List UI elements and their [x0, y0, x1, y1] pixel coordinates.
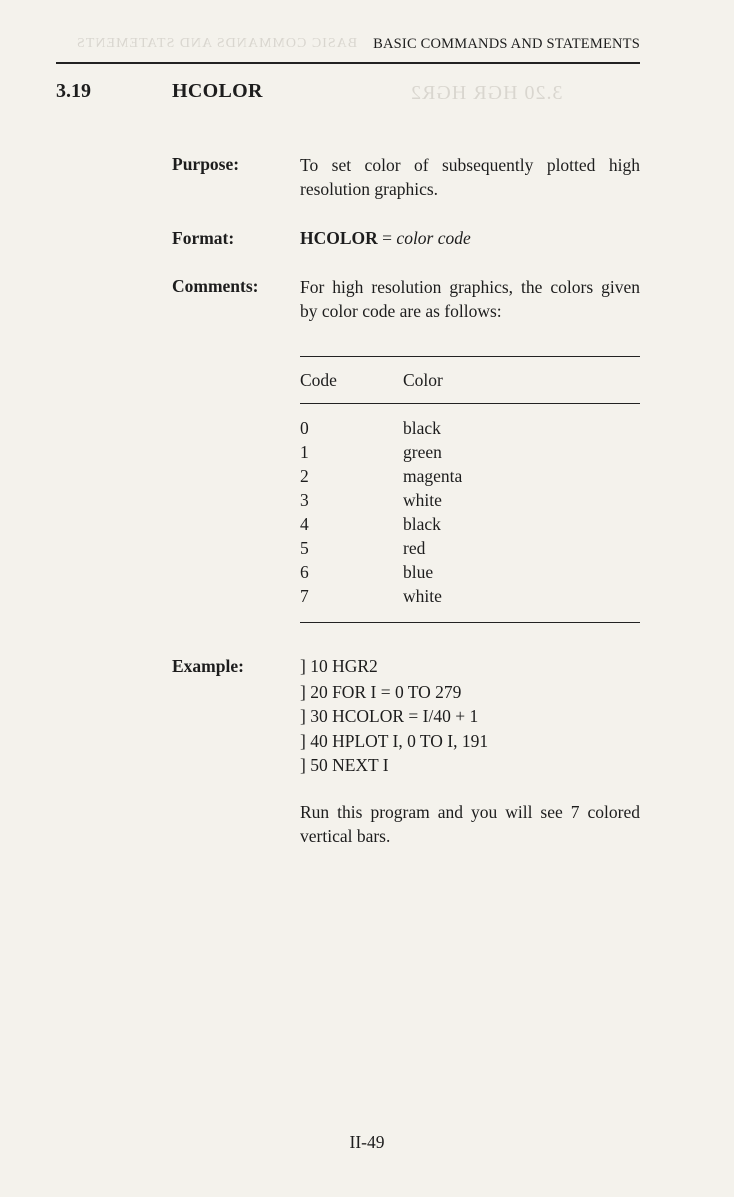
- code-line: ] 40 HPLOT I, 0 TO I, 191: [300, 731, 489, 751]
- table-cell-color: black: [403, 514, 441, 534]
- example-note: Run this program and you will see 7 colored vertical bars.: [300, 802, 640, 846]
- format-argument: color code: [396, 228, 471, 248]
- table-top-rule: [300, 356, 640, 357]
- example-label: Example:: [172, 656, 244, 676]
- code-line: ] 50 NEXT I: [300, 755, 389, 775]
- show-through-header: BASIC COMMANDS AND STATEMENTS: [76, 36, 358, 51]
- purpose-label: Purpose:: [172, 154, 240, 174]
- comments-label: Comments:: [172, 276, 259, 296]
- table-cell-code: 7: [300, 586, 309, 606]
- table-cell-color: black: [403, 418, 441, 438]
- table-cell-color: magenta: [403, 466, 463, 486]
- table-cell-code: 5: [300, 538, 309, 558]
- table-cell-code: 4: [300, 514, 309, 534]
- format-equals: =: [377, 228, 397, 248]
- table-cell-code: 3: [300, 490, 309, 510]
- format-label: Format:: [172, 228, 235, 248]
- table-cell-color: green: [403, 442, 442, 462]
- table-header-rule: [300, 403, 640, 404]
- table-cell-code: 1: [300, 442, 309, 462]
- table-cell-code: 6: [300, 562, 309, 582]
- code-line: ] 20 FOR I = 0 TO 279: [300, 682, 462, 702]
- format-syntax: [300, 228, 471, 249]
- table-cell-color: white: [403, 490, 442, 510]
- table-cell-code: 0: [300, 418, 309, 438]
- header-rule: [56, 62, 640, 64]
- show-through-title: 3.20 HGR HGR2: [410, 82, 563, 104]
- table-cell-color: blue: [403, 562, 434, 582]
- table-bottom-rule: [300, 622, 640, 623]
- section-title: HCOLOR: [172, 80, 263, 102]
- code-line: ] 10 HGR2: [300, 656, 378, 676]
- table-cell-color: white: [403, 586, 442, 606]
- table-header-color: Color: [403, 370, 443, 390]
- format-keyword: HCOLOR: [300, 228, 378, 248]
- table-header-code: Code: [300, 370, 337, 390]
- running-header: BASIC COMMANDS AND STATEMENTS: [373, 36, 640, 52]
- table-cell-color: red: [403, 538, 426, 558]
- comments-text: For high resolution graphics, the colors given by color code are as follows:: [300, 277, 640, 321]
- purpose-text: To set color of subsequently plotted high resolution graphics.: [300, 155, 640, 199]
- page-number: II-49: [349, 1132, 385, 1152]
- code-line: ] 30 HCOLOR = I/40 + 1: [300, 706, 479, 726]
- section-number: 3.19: [56, 80, 91, 102]
- table-cell-code: 2: [300, 466, 309, 486]
